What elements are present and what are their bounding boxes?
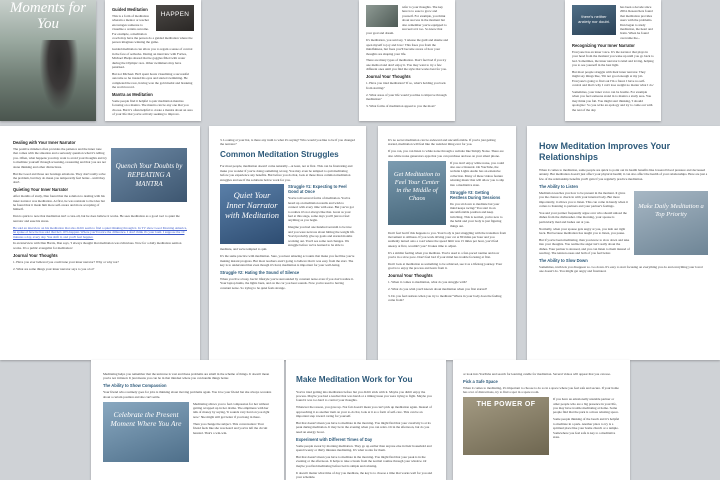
chaos-caption: Get Meditation to Feel Your Center in the Middle of Chaos	[393, 170, 441, 202]
anxiety-caption: there's neither anxiety nor doubt.	[578, 14, 610, 24]
heading-recognizing: Recognizing Your Inner Narrator	[572, 42, 635, 48]
paragraph: Your friend who routinely goes for jobs is thinking about moving problems again. You love your friend but she always wonders about a certain position and she can't settle.	[103, 390, 272, 399]
paragraph: Everyone has an inner voice. It's the narrator that plays in your head from the moment you wake up until you go back to bed. Sometimes, the inner narrator is kind and loving, helping you to see yourself in the best light.	[572, 49, 654, 67]
paragraph: When it comes to meditation, some people are quick to point out its health benefits like lowered blood pressure and decreased anxiety. But meditation doesn't just affect your physical health; it can also affect the health of your relationships. Here are just a few of the relationship benefits you'll gain if you regularly practice meditation.	[539, 168, 708, 181]
paragraph: It doesn't matter what time of day you meditate, the key is to choose a time that works well for you and your schedule.	[296, 470, 433, 480]
heading-listen: The Ability to Listen	[539, 183, 578, 189]
paragraph: Dan is quick to note that meditation isn't a cure-all, but he does believe it works. He sees meditation as a good tool to quiet the narrator and ease his stress.	[13, 214, 180, 223]
paragraph: has been a decade since 2004. Researchers found that meditation provides users with the problems. Dan began to study meditation, the heart and brain. When he found overcame the...	[620, 5, 653, 40]
heading-struggle-2: Struggle #2: Hating the Sound of Silence	[220, 270, 300, 276]
paragraph: Whatever the reason, you gave up. Not fair doesn't mean you can't pick up meditation again. Instead of approaching it as another item on your to-do list, look at it as a form of self-care. This can be an important step toward caring for yourself.	[296, 405, 432, 419]
paragraph: But most people struggle with their inner narrator. They might say things like, 'I'm not good enough at my job. Everyone's going to find out I'm a fraud. I have no self-control and that's why I can't lose weight no matter what I do.'	[572, 69, 654, 88]
heading-journal: Journal Your Thoughts	[13, 252, 58, 258]
paragraph: The positive mindset often provides the patience and the inner tone that comes with the situation and a seriously question what it's telling you. Often, what happens you may want to avoid your thoughts and try to meditate yourself through screening, reassuring and that you are not alone thinking and other distractions.	[13, 147, 107, 169]
paragraph: Don't feel bad if this happens to you. Your body is just struggling with the transition from movement to stillness. If you work driving your car at 80 miles per hour and you suddenly turned onto a road where the speed limit was 15 miles per hour, you'd feel uneasy at first, wouldn't you? It takes time to adjust.	[388, 230, 506, 248]
mantra-caption: Quench Your Doubts by REPEATING A MANTRA	[115, 162, 183, 188]
journal-question: 1. Have you tried meditation? If so, what's holding you back from starting?	[366, 81, 446, 90]
paragraph-link[interactable]: He said an interview on his meditation that also didn't seem to find a quiet thinking through it. In TV show Good Morning America, he spoke of how he has said that he's 10% happier. Where you'll notice the difference. I don't think it's your fault. I suppose the 10 minutes a day, every day. You shift it, and you'll feel happier.	[13, 225, 187, 239]
cover-title: Moments for You	[9, 0, 87, 32]
paragraph: It's a similar feeling when you meditate. You're used to a fast-paced routine and now you're in a slow pace. Don't feel bad if your mind has trouble focusing at first.	[388, 250, 500, 260]
page-9	[91, 360, 284, 480]
paragraph: refer to your thoughts. The key here is to ease to grow and yourself. For example, you think about success in the moment but also remember you're equipped to succeed at it too. So know that your goal and dream.	[366, 5, 447, 36]
paragraph: There are many types of meditation. Don't feel bad if you try one method and don't enjoy it. You may want to try a few different ones until you find the style that works best for you.	[366, 58, 447, 72]
heading-mantra: Mantra as Meditation	[112, 92, 153, 97]
paragraph: But not Michael. He'd spent hours visualizing a successful outcome so he trusted his eyes and started swimming. He completed the race, having won the gold medal and breaking the world record.	[112, 71, 193, 90]
heading-make-it-work: Make Meditation Work for You	[296, 375, 413, 384]
journal-question: 1. When it comes to meditation, what do you struggle with?	[388, 280, 467, 285]
paragraph: But that doesn't mean you have to meditate in the morning. You might find that your creativity is at its peak during meditation. It may be in the evening when you can relax. Or in the afternoon, but do you need an energy boost.	[296, 420, 431, 434]
daily-meditation-image	[634, 191, 708, 255]
celebrate-image	[103, 402, 189, 462]
paragraph: Sometimes, your inner voice can be hostile. For example when you feel someone stand in to mantra a study area. You may think you fail. You might start thinking, 'I should apologize.' So you write an apology and try to come out with the rest of the day.	[572, 90, 653, 112]
journal-question: 3. What forms of meditation appeal to you the most?	[366, 103, 436, 108]
paragraph: Normally, when your spouse gets angry at you, you lash out right back. But because meditation has taught you to listen, you pause.	[539, 226, 626, 235]
paragraph: This is a form of meditation wherein a mentor or teacher encourages someone to visualize a certain outcome. For example, a meditation coach may have the person do a guided meditation where the person imagines winning the game.	[112, 14, 193, 45]
happen-caption: HAPPEN	[160, 11, 190, 18]
heading-struggle-1: Struggle #1: Expecting to Feel Good at Once	[288, 184, 347, 195]
daily-meditation-caption: Make Daily Meditation a Top Priority	[638, 202, 704, 219]
heading-slow-down: The Ability to Slow Down	[539, 258, 588, 263]
paragraph: Meditation teaches you how to be present in the moment. It gives you the chance to check in with your internal body. But more importantly, it allows you to listen. This can come in handy when it comes to listening to partners and your partner's feelings.	[539, 190, 628, 208]
heading-quieting: Quieting Your Inner Narrator	[13, 187, 69, 193]
paragraph: For most people, meditation doesn't come naturally—at least, not at first. This can be frustrating and make you wonder if you're doing something wrong. You may even be tempted to quit meditating before you experience any benefits. But before you do that, look at these three common meditation struggles and see if the solutions below work for you.	[220, 164, 353, 182]
cover-figure	[40, 40, 78, 110]
paragraph: Some people thinking of the beach and it's helpful to meditate in a park. Another place to try is a spiritual place like your home church or a temple. Somewhere you feel safe is key to a meditative state.	[553, 417, 620, 439]
page-5	[0, 126, 200, 360]
paragraph: If you don't enjoy white noise, you could also use a binaural. On YouTube, the website Lights Audio has an extensive collection. Many of these videos feature relaxing music that will allow you to slip into a meditative state.	[450, 160, 505, 187]
paragraph: But the Good and those are bondage emotions. They don't really solve the problem, but they do mean you temporarily feel better... until they don't.	[13, 171, 106, 185]
paragraph: Imagine you had one hundred seventh to be true and you were nervous about hitting the weight lift. You'd probably give up goals and started months working out. You'd see some real changes. We struggle before we've learned to be able to meditate, and we're tempted to quit.	[220, 225, 355, 252]
page-8	[527, 126, 720, 360]
heading-relationships: How Meditation Improves Your Relationships	[539, 141, 671, 162]
power-image	[463, 397, 549, 455]
power-caption: THE POWER OF	[476, 401, 536, 409]
page-11	[453, 360, 630, 480]
happen-image	[156, 5, 194, 31]
heading-experiment: Experiment with Different Times of Day	[296, 436, 373, 442]
heading-compassion: The Ability to Show Compassion	[103, 383, 167, 389]
meditation-photo	[366, 5, 398, 27]
journal-question: 2. What are some things your inner narrator says to you a lot?	[13, 266, 95, 271]
anxiety-image	[572, 5, 616, 35]
quiet-narrator-caption: Quiet Your Inner Narrator with Meditation	[224, 190, 280, 221]
journal-question: 3. Do you feel restless when you try to meditate? Where in your body does the feeling come from?	[388, 294, 502, 303]
paragraph: If you have an emotionally unstable partner or other people who are a big presence in your life, you may have trouble meditating at home. Some people find that the park is a more relaxing space.	[553, 397, 619, 415]
paragraph: You and your partner frequently argue over who should unload the dishes from the dishwasher. One morning, your spouse is particularly mad and lashes out at you.	[539, 210, 627, 224]
paragraph: Some people swear by morning meditation. They go up earlier than anyone else in their household and spend twenty or thirty minutes meditating. It's what works for them.	[296, 443, 432, 453]
paragraph: Meditating allows you to feel compassion for her without getting wrapped up in her drama. The emptiness with her talk of money by saying, 'It sounds very hard on you right now.' She might still get better if you hang in there.	[193, 401, 270, 419]
paragraph: You've tried getting into meditation before but you didn't stick with it. Maybe you didn't enjoy the process. Maybe you had a teacher that was harsh or a timing issue you were trying to fight. Maybe you found it was too hard to control your thoughts.	[296, 389, 432, 403]
paragraph: But if you're been meditating, then you know to slow down and take into your thoughts. You realize the anger isn't really about the dishes. Your partner is stressed, and you can listen to them instead of reacting. The tension eases and both of you feel better.	[539, 237, 630, 256]
paragraph: Some people find it helpful to pair meditation mantras focusing on a mantra. The mantra can be any one that you choose. But it's often helpful to create a mantra about an area of your life that you're actively seeking to improve.	[112, 99, 193, 117]
page-3	[359, 0, 455, 121]
page-1	[0, 0, 96, 121]
paragraph: Do you sit down to meditate but your mind keeps racing? You start in an uncomfortable position and keep twitching. This is normal, you're new to the habit and your body is just figuring things out.	[450, 201, 503, 228]
quiet-narrator-image	[220, 184, 284, 244]
mantra-image	[111, 148, 187, 202]
paragraph: Meditating helps you remember that the universe is vast and these problems are small in the scheme of things. It doesn't mean you're not irritated. It just means you can be in that mindset where you can handle things better.	[103, 372, 270, 381]
chaos-image	[388, 161, 446, 225]
heading-dealing: Dealing with Your Inner Narrator	[13, 140, 76, 145]
paragraph: When you live a busy, hectic lifestyle you're surrounded by constant noise even if you don't realize it. Your laptop hums, the lights buzz, and on the car you hear sounds. Now you're used to having constant noise. So trying to be quiet feels strange.	[220, 277, 354, 290]
paragraph: When it comes to meditating, it's important to choose to do so in a space where you feel safe and secure. If your home has a lot of distractions, try to find a spot in a spare room.	[463, 385, 619, 395]
paragraph: or look into YouTube and search for learning candle for meditation. Several videos will appear that you can use.	[463, 372, 611, 376]
paragraph: It's no secret meditation can be awkward and uncomfortable. If you're just getting started, meditation will feel like the weirdest thing ever for you.	[388, 138, 496, 147]
paragraph: Guided meditation can allow you to regain a sense of control in the face of setbacks. During an interview with Forbes, Michael Phelps shared that he goggles filled with water during the Olympic race. Other swimmers may have panicked.	[112, 47, 193, 69]
paragraph: In an interview with Dan Harris, Dan says, 'I always thought that meditation was ridiculous. Now for a daily meditation sermon works. It's a public evangelist for meditation.'	[13, 241, 182, 250]
paragraph: It's the same practice with meditation. Sure, you hear amazing accounts that make you feel like you're making instant progress. But most teachers aren't going to believe that it was easy from the start. The key is to understand that even though it's hard, meditation is important for your well-being.	[220, 254, 355, 268]
paragraph: After months of study, Dan found that the solution to dealing with his inner narrator was meditation. At first, he was resistant to the idea but he found that it made him more self-aware and more accepting of himself.	[13, 194, 105, 212]
celebrate-caption: Celebrate the Present Moment Where You Are	[110, 409, 182, 429]
heading-struggle-3: Struggle #3: Getting Restless During Sessions	[450, 189, 501, 200]
paragraph: 3. Looking at your list, is there any truth to what it's saying? Who would you like to be if you changed the narrator?	[220, 138, 355, 147]
page-7	[378, 126, 516, 360]
page-4	[565, 0, 661, 121]
paragraph: Don't look at meditation as something to be achieved, see it as a lifelong journey. Your goal is to enjoy the process and learn from it.	[388, 261, 503, 271]
paragraph: But that doesn't mean you have to meditate in the morning. You might find that your peak is in the evening or the afternoon. It helps to take a break from the normal routine through your window. Or maybe you find meditating before bed is simple and relaxing.	[296, 454, 427, 468]
paragraph: It's meditation, you said say, 'I release the guilt and shame and open myself to joy and love.' This frees you from the mindfulness, but frees you'll become aware of how your thoughts are shaping your life.	[366, 38, 449, 56]
paragraph: If you can, you can listen to white noise through a website like Simply Noise. There are also white noise generators apps that you can purchase and use on your smart phone.	[388, 149, 504, 158]
journal-question: 2. What do you wish you'd known about meditation when you first started?	[388, 287, 488, 292]
heading-journal: Journal Your Thoughts	[366, 74, 411, 80]
heading-common-struggles: Common Meditation Struggles	[220, 149, 339, 159]
heading-guided-meditation: Guided Meditation	[112, 7, 148, 12]
page-10	[286, 360, 446, 480]
paragraph: You're told several forms of meditation. You've heard up on meditation results and wish to connect with every time with ease. But you've got to realize it's not always like that. Great as your feel at this stage, some days you'll just not feel anything as you begin.	[288, 196, 354, 223]
journal-question: 1. Have you ever believed you could tune your inner narrator? Why or why not?	[13, 259, 119, 264]
heading-journal: Journal Your Thoughts	[388, 273, 433, 279]
heading-safe-space: Pick a Safe Space	[463, 378, 498, 384]
page-6	[209, 126, 366, 360]
journal-question: 2. What areas of your life would you like to improve through meditation?	[366, 92, 447, 101]
paragraph: Sometimes, truth lets you disappear so. Go down. It's easy to start focusing on everything you do and everything your loved one doesn't do. You might get angry and frustrated.	[539, 265, 703, 274]
paragraph: Then you change the subject. This conversation: Your friend feels like she was heard and you've left the circuit hassled. That's a win-win.	[193, 421, 268, 435]
page-2	[105, 0, 201, 121]
